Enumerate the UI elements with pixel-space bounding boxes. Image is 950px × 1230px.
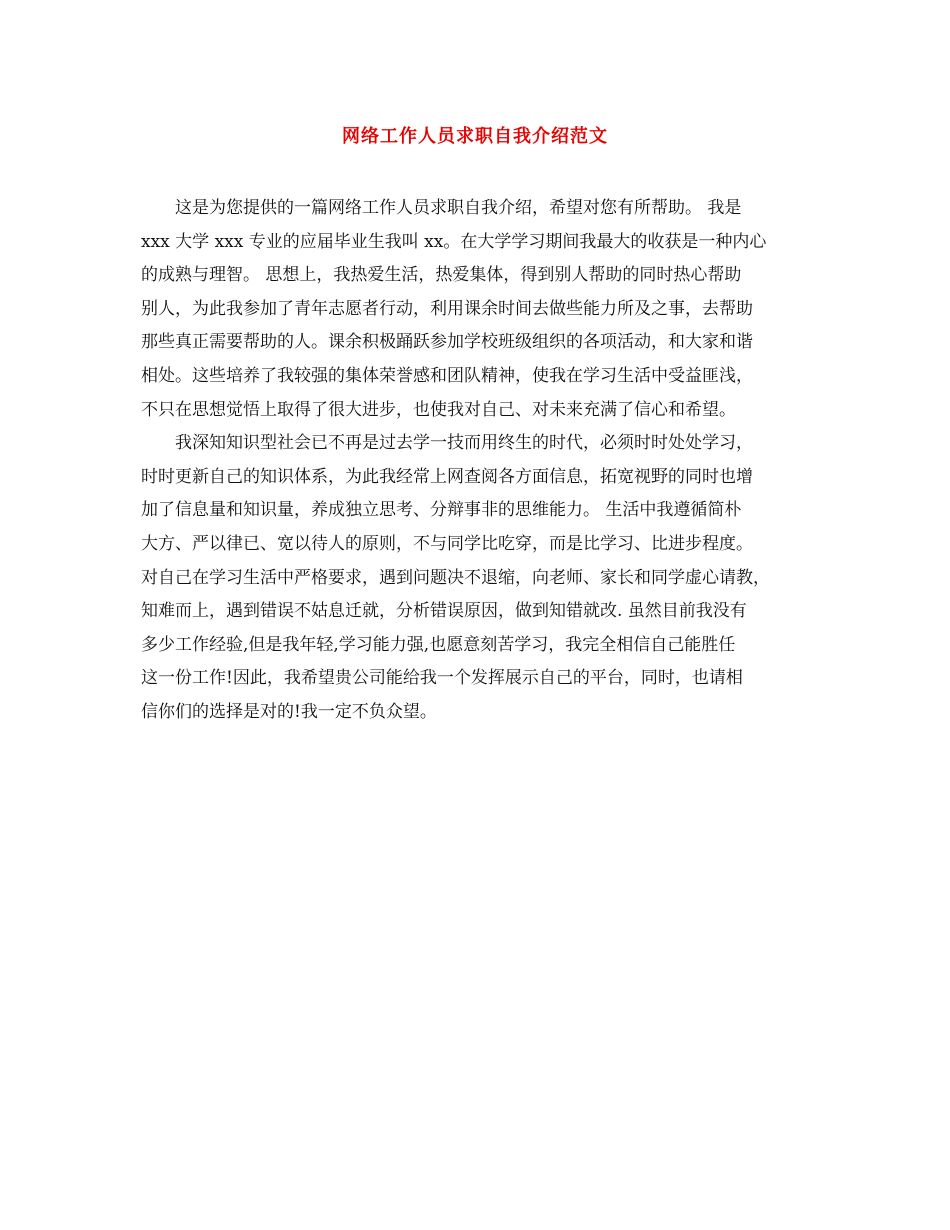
text-line: 大方、严以律已、宽以待人的原则，不与同学比吃穿，而是比学习、比进步程度。: [141, 533, 753, 554]
text-line: 不只在思想觉悟上取得了很大进步，也使我对自己、对未来充满了信心和希望。: [141, 399, 736, 420]
paragraph-1: [141, 192, 811, 427]
text-line: 对自己在学习生活中严格要求，遇到问题决不退缩，向老师、家长和同学虚心请教，: [141, 567, 770, 588]
paragraph-2: [141, 427, 811, 729]
text-line: 信你们的选择是对的!我一定不负众望。: [141, 701, 437, 722]
text-line: 这一份工作!因此，我希望贵公司能给我一个发挥展示自己的平台，同时，也请相: [141, 668, 743, 689]
text-line: 多少工作经验,但是我年轻,学习能力强,也愿意刻苦学习，我完全相信自己能胜任: [141, 634, 736, 655]
text-line: 这是为您提供的一篇网络工作人员求职自我介绍，希望对您有所帮助。 我是: [175, 198, 742, 218]
text-line: 时时更新自己的知识体系，为此我经常上网查阅各方面信息，拓宽视野的同时也增: [141, 466, 753, 487]
text-line: 那些真正需要帮助的人。课余积极踊跃参加学校班级组织的各项活动，和大家和谐: [141, 332, 753, 353]
document-title: 网络工作人员求职自我介绍范文: [342, 126, 608, 147]
document-body: [141, 192, 811, 730]
text-line: 相处。这些培养了我较强的集体荣誉感和团队精神，使我在学习生活中受益匪浅，: [141, 365, 753, 386]
text-line: 知难而上，遇到错误不姑息迁就，分析错误原因，做到知错就改. 虽然目前我没有: [141, 601, 747, 622]
text-line: 别人，为此我参加了青年志愿者行动，利用课余时间去做些能力所及之事，去帮助: [141, 298, 753, 319]
text-line: xxx 大学 xxx 专业的应届毕业生我叫 xx。在大学学习期间我最大的收获是一种内心: [141, 231, 767, 252]
text-line: 加了信息量和知识量，养成独立思考、分辩事非的思维能力。 生活中我遵循简朴: [141, 500, 742, 521]
text-line: 我深知知识型社会已不再是过去学一技而用终生的时代，必须时时处处学习，: [175, 433, 753, 454]
text-line: 的成熟与理智。 思想上，我热爱生活，热爱集体，得到别人帮助的同时热心帮助: [141, 265, 742, 286]
